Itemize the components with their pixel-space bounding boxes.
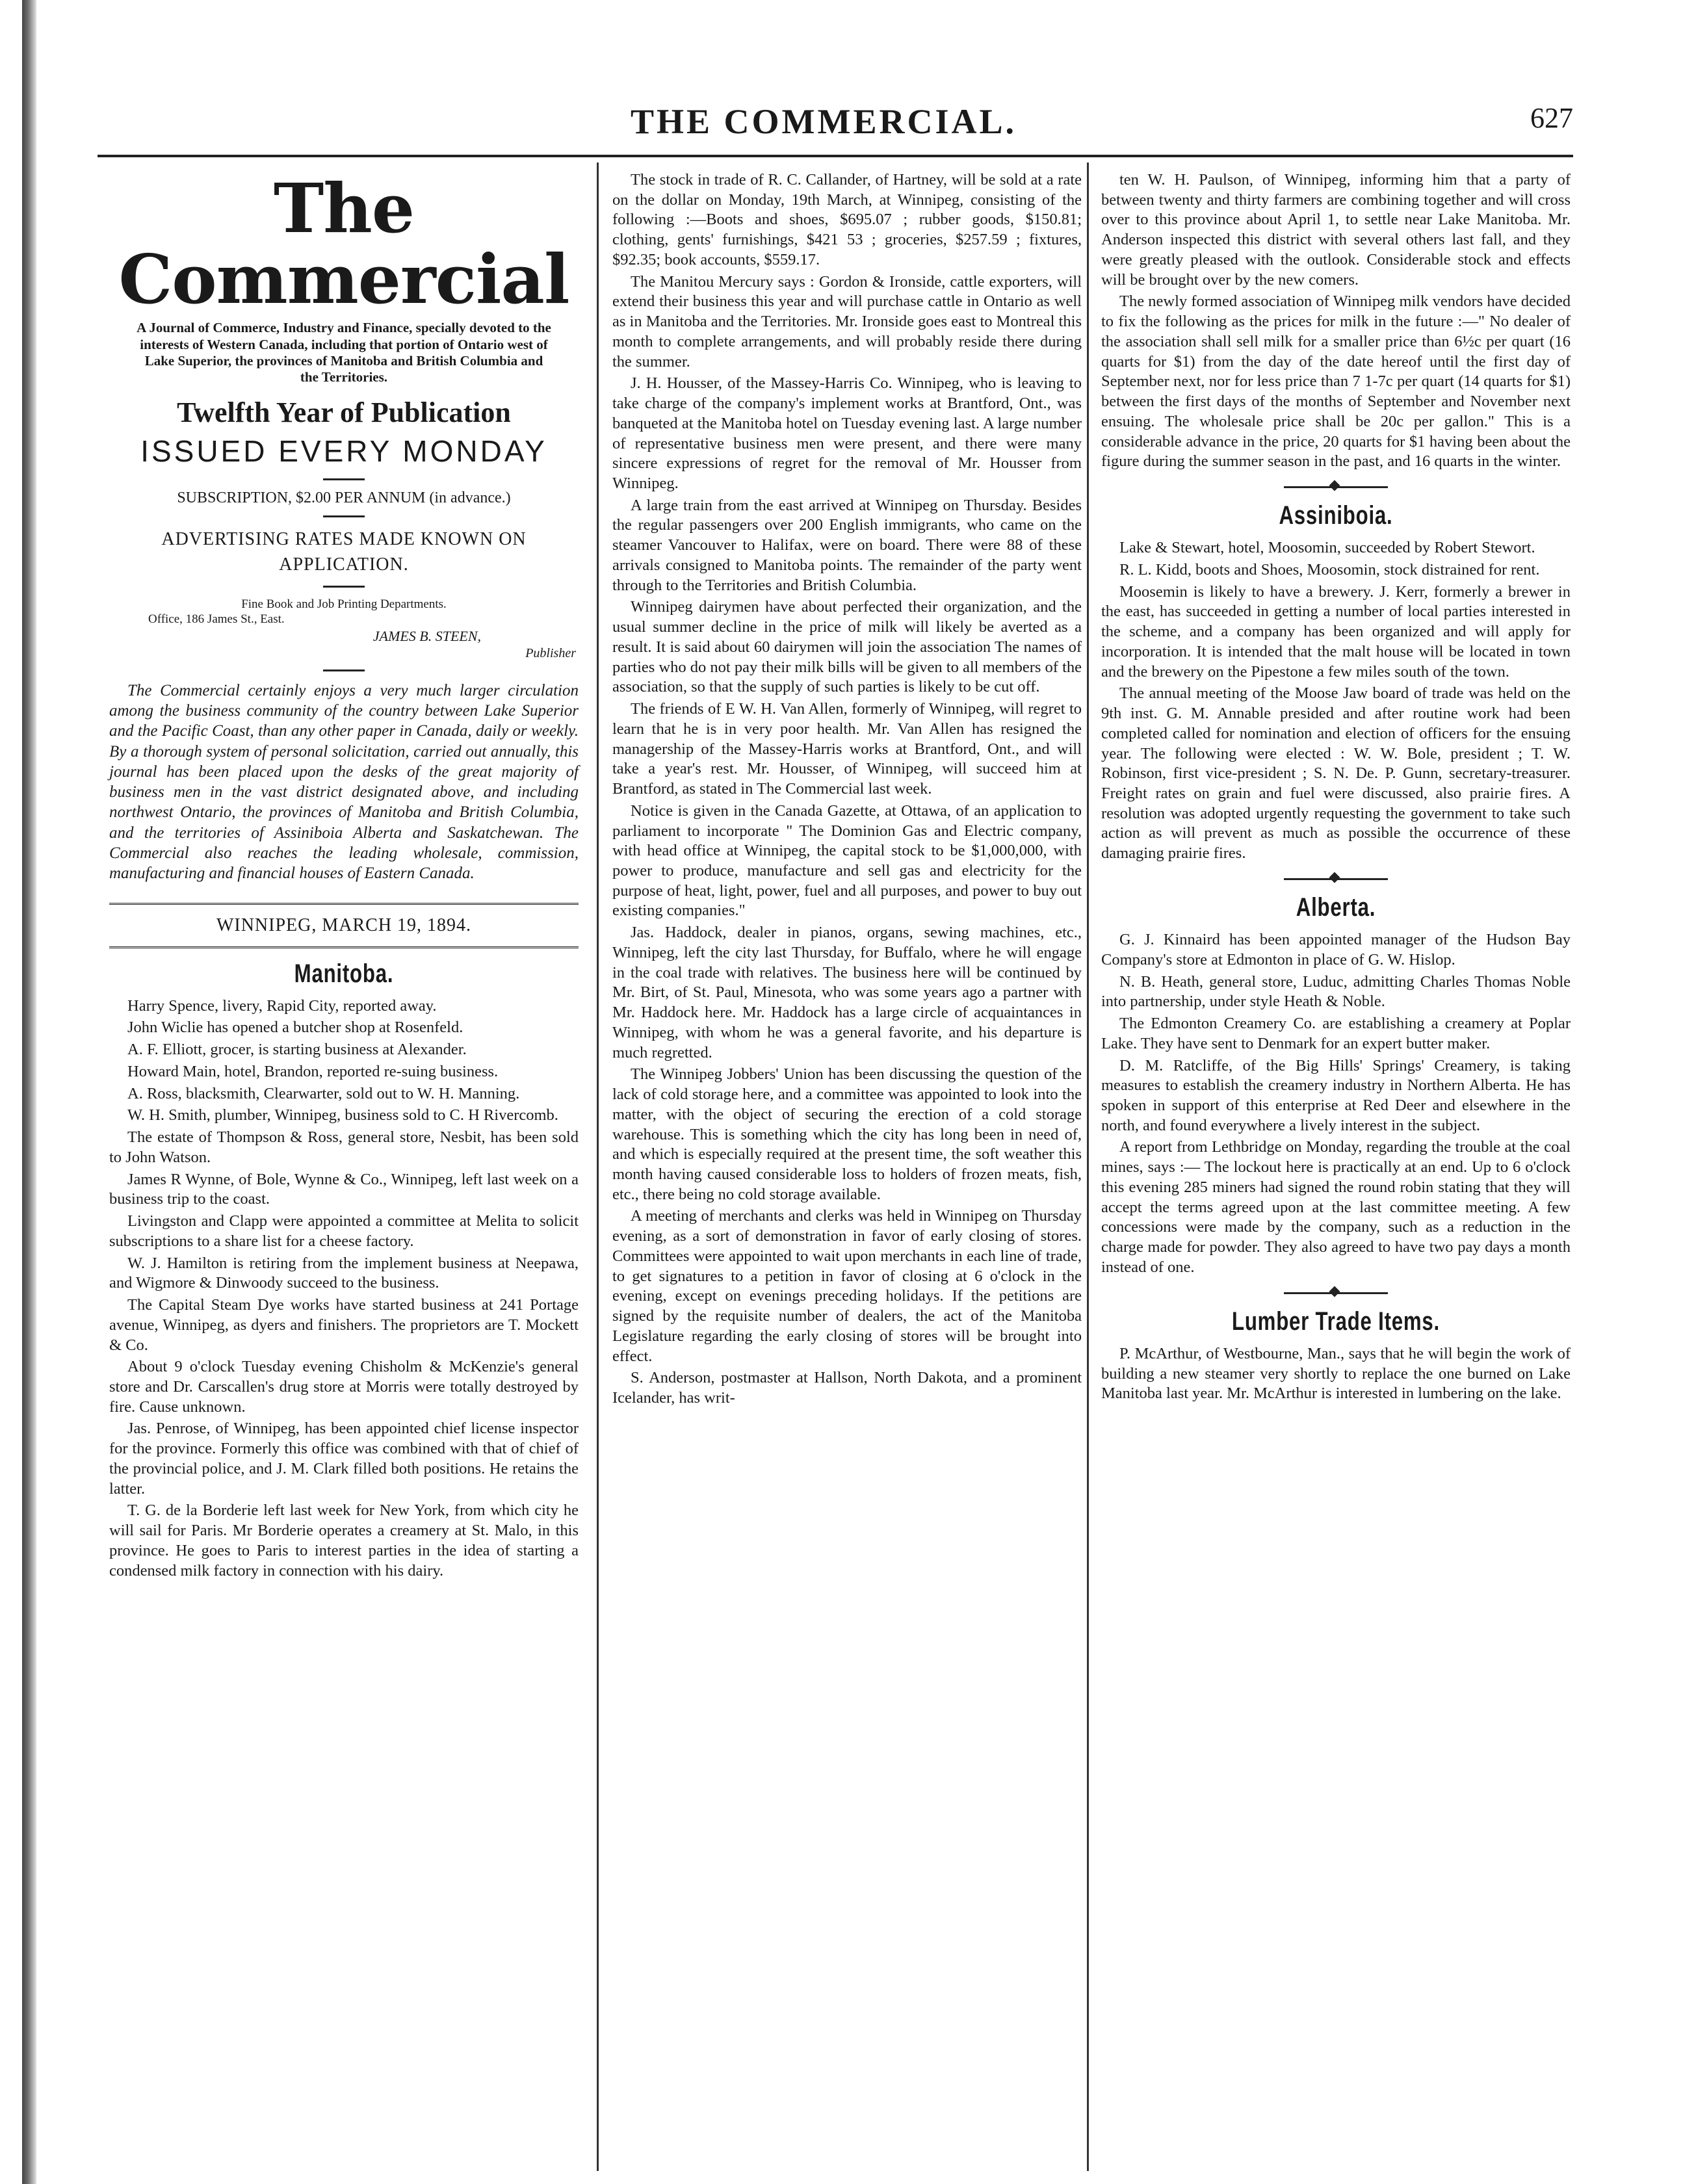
news-item: About 9 o'clock Tuesday evening Chisholm & McKenzie's general store and Dr. Carscallen's drug store at Morris were totally destroyed by fire. Cause unknown. [109, 1358, 579, 1416]
news-item: T. G. de la Borderie left last week for New York, from which city he will sail for Paris. Mr Borderie operates a creamery at St. Malo, in this province. He goes to Paris to interest parties in the idea of starting a condensed milk factory in connection with his dairy. [109, 1502, 579, 1580]
news-item: James R Wynne, of Bole, Wynne & Co., Winnipeg, left last week on a business trip to the coast. [109, 1170, 579, 1208]
news-item: Winnipeg dairymen have about perfected their organization, and the usual summer decline in the price of milk will likely be averted as a result. It is said about 60 dairymen will join the association The names of parties who do not pay their milk bills will be given to all members of the association, so that the supply of such parties is likely to be cut off. [612, 598, 1082, 696]
publisher-name: JAMES B. STEEN, [372, 628, 481, 645]
news-item: The friends of E W. H. Van Allen, formerly of Winnipeg, will regret to learn that he is in very poor health. Mr. Van Allen has resigned the managership of the Massey-Harris works at Brantford, Ont., and will take a year's rest. Mr. Housser, of Winnipeg, will succeed him at Brantford, as stated in The Commercial last week. [612, 700, 1082, 798]
news-item: The annual meeting of the Moose Jaw board of trade was held on the 9th inst. G. M. Annable presided and after routine work had been completed called for nomination and election of officers for the ensuing year. The following were elected : W. W. Bole, president ; T. W. Robinson, first vice-president ; S. N. De. P. Gunn, secretary-treasurer. Freight rates on grain and fuel were discussed, also prairie fires. A resolution was adopted urgently requesting the government to take such action as will prevent as much as possible the occurrence of these damaging prairie fires. [1101, 684, 1571, 863]
column-3 [1101, 170, 1571, 1406]
page-number: 627 [1530, 102, 1573, 134]
news-item: W. J. Hamilton is retiring from the implement business at Neepawa, and Wigmore & Dinwoody succeed to the business. [109, 1254, 579, 1292]
masthead-description: A Journal of Commerce, Industry and Finance, specially devoted to the interests of Western Canada, including that portion of Ontario west of Lake Superior, the provinces of Manitoba and British Columbia and the Territories. [137, 320, 551, 385]
publisher-role: Publisher [525, 645, 576, 660]
news-item: Livingston and Clapp were appointed a committee at Melita to solicit subscriptions to a share list for a cheese factory. [109, 1212, 579, 1250]
news-item: Notice is given in the Canada Gazette, at Ottawa, of an application to parliament to incorporate " The Dominion Gas and Electric company, with head office at Winnipeg, the capital stock to be $1,000,000, with power to produce, manufacture and sell gas and electricity for the purpose of heat, light, power, fuel and all purposes, and power to buy out existing companies." [612, 801, 1082, 920]
news-item: R. L. Kidd, boots and Shoes, Moosomin, stock distrained for rent. [1119, 560, 1540, 578]
news-item: P. McArthur, of Westbourne, Man., says that he will begin the work of building a new steamer very shortly to replace the one burned on Lake Manitoba last year. Mr. McArthur is interested in lumbering on the lake. [1101, 1344, 1571, 1403]
news-item: Howard Main, hotel, Brandon, reported re-suing business. [127, 1062, 499, 1080]
assiniboia-items [1101, 538, 1571, 864]
masthead-year: Twelfth Year of Publication [177, 396, 511, 429]
news-item: N. B. Heath, general store, Luduc, admitting Charles Thomas Noble into partnership, under style Heath & Noble. [1101, 972, 1571, 1011]
news-item: Jas. Penrose, of Winnipeg, has been appointed chief license inspector for the province. Formerly this office was combined with that of chief of the provincial police, and J. M. Clark filled both positions. He retains the latter. [109, 1420, 579, 1498]
divider [323, 670, 365, 671]
news-item: A large train from the east arrived at Winnipeg on Thursday. Besides the regular passengers over 200 English immigrants, who came on the steamer Vancouver to Halifax, were on board. There were 88 of these arrivals consigned to Manitoba points. The remainder of the party went through to the Territories and British Columbia. [612, 496, 1082, 594]
news-item: S. Anderson, postmaster at Hallson, North Dakota, and a prominent Icelander, has writ- [612, 1369, 1082, 1407]
news-item: J. H. Housser, of the Massey-Harris Co. Winnipeg, who is leaving to take charge of the company's implement works at Brantford, Ont., was banqueted at the Manitoba hotel on Tuesday evening last. A large number of representative business men were present, and there were many sincere expressions of regret for the removal of Mr. Housser from Winnipeg. [612, 374, 1082, 493]
header-rule [98, 155, 1573, 157]
alberta-items [1101, 930, 1571, 1277]
news-item: A meeting of merchants and clerks was held in Winnipeg on Thursday evening, as a sort of demonstration in favor of early closing of stores. Committees were appointed to wait upon merchants in each line of trade, to get signatures to a petition in favor of closing at 6 o'clock in the evening, except on evenings preceding holidays. If the petitions are signed by the requisite number of dealers, the act of the Manitoba Legislature regarding the early closing of stores will be brought into effect. [612, 1207, 1082, 1365]
section-heading-manitoba: Manitoba. [294, 959, 394, 988]
column-1 [109, 170, 579, 1583]
masthead [109, 168, 579, 671]
masthead-issued: ISSUED EVERY MONDAY [140, 434, 547, 469]
news-item: ten W. H. Paulson, of Winnipeg, informing him that a party of between twenty and thirty farmers are combining together and will cross over to this province about April 1, to settle near Lake Manitoba. Mr. Anderson inspected this district with several others last fall, and they were greatly pleased with the outlook. Considerable stock and effects will be brought over by the new comers. [1101, 171, 1571, 289]
printing-departments: Fine Book and Job Printing Departments. [241, 597, 447, 611]
section-ornament [1284, 1287, 1388, 1299]
news-item: The Manitou Mercury says : Gordon & Ironside, cattle exporters, will extend their business this year and will purchase cattle in Ontario as well as in Manitoba and the Territories. Mr. Ironside goes east to Montreal this month to complete arrangements, and will probably reside there during the summer. [612, 272, 1082, 370]
column-rule [1087, 162, 1089, 2171]
column-3-continued-items [1101, 170, 1571, 472]
news-item: G. J. Kinnaird has been appointed manager of the Hudson Bay Company's store at Edmonton in place of G. W. Hislop. [1101, 931, 1571, 968]
advertising-line: ADVERTISING RATES MADE KNOWN ON APPLICATION. [161, 529, 527, 575]
divider [323, 586, 365, 588]
news-item: A. Ross, blacksmith, Clearwarter, sold out to W. H. Manning. [127, 1084, 520, 1102]
news-item: John Wiclie has opened a butcher shop at Rosenfeld. [127, 1019, 463, 1037]
divider [323, 515, 365, 517]
page-binding-edge [22, 0, 36, 2184]
section-ornament [1284, 873, 1388, 885]
section-heading-lumber: Lumber Trade Items. [1232, 1306, 1440, 1336]
news-item: W. H. Smith, plumber, Winnipeg, business sold to C. H Rivercomb. [127, 1106, 558, 1124]
news-item: Moosemin is likely to have a brewery. J. Kerr, formerly a brewer in the east, has succeeded in getting a number of local parties interested in the scheme, and a company has been organized and will apply for incorporation. It is intended that the malt house will be located in town and the brewery on the Pipestone a few miles south of the town. [1101, 582, 1571, 681]
subscription-line: SUBSCRIPTION, $2.00 PER ANNUM (in advance.) [177, 489, 511, 507]
column-rule [597, 162, 599, 2171]
news-item: A. F. Elliott, grocer, is starting business at Alexander. [127, 1041, 467, 1059]
running-header [98, 98, 1573, 143]
divider [323, 478, 365, 480]
news-item: The Winnipeg Jobbers' Union has been discussing the question of the lack of cold storage here, and a committee was appointed to look into the matter, with the object of securing the erection of a cold storage warehouse. This is something which the city has long been in need of, and which is especially required at the present time, the soft weather this month having caused considerable loss to holders of frozen meats, fish, etc., there being no cold storage available. [612, 1065, 1082, 1203]
column-2 [612, 170, 1082, 1410]
manitoba-items [109, 996, 579, 1581]
masthead-name: The Commercial [118, 168, 569, 320]
office-address: Office, 186 James St., East. [148, 612, 285, 627]
news-item: Lake & Stewart, hotel, Moosomin, succeeded by Robert Stewort. [1119, 539, 1535, 557]
news-item: A report from Lethbridge on Monday, regarding the trouble at the coal mines, says :— The lockout here is practically at an end. Up to 6 o'clock this evening 285 miners had signed the round robin stating that they will accept the terms agreed upon at the last committee meeting. A few concessions were made by the company, such as a reduction in the charge made for powder. They also agreed to have two pay days a month instead of one. [1101, 1138, 1571, 1276]
news-item: The stock in trade of R. C. Callander, of Hartney, will be sold at a rate on the dollar on Monday, 19th March, at Winnipeg, consisting of the following :—Boots and shoes, $695.07 ; rubber goods, $150.81; clothing, gents' furnishings, $421 53 ; groceries, $257.59 ; fixtures, $92.35; book accounts, $559.17. [612, 171, 1082, 268]
section-heading-alberta: Alberta. [1296, 892, 1376, 922]
dateline: WINNIPEG, MARCH 19, 1894. [109, 903, 579, 948]
news-item: The estate of Thompson & Ross, general store, Nesbit, has been sold to John Watson. [109, 1128, 579, 1166]
news-item: D. M. Ratcliffe, of the Big Hills' Springs' Creamery, is taking measures to establish the creamery industry in Northern Alberta. He has spoken in support of this enterprise at Red Deer and elsewhere in the north, and found everywhere a lively interest in the subject. [1101, 1056, 1571, 1134]
news-item: The Edmonton Creamery Co. are establishing a creamery at Poplar Lake. They have sent to Denmark for an expert butter maker. [1101, 1015, 1571, 1052]
section-ornament [1284, 481, 1388, 493]
circulation-text: The Commercial certainly enjoys a very much larger circulation among the business community of the country between Lake Superior and the Pacific Coast, than any other paper in Canada, daily or weekly. By a thorough system of personal solicitation, carried out annually, this journal has been placed upon the desks of the great majority of business men in the vast district designated above, and including northwest Ontario, the provinces of Manitoba and British Columbia, and the territories of Assiniboia Alberta and Saskatchewan. The Commercial also reaches the leading wholesale, commission, manufacturing and financial houses of Eastern Canada. [109, 681, 579, 883]
section-heading-assiniboia: Assiniboia. [1279, 501, 1393, 530]
news-item: Jas. Haddock, dealer in pianos, organs, sewing machines, etc., Winnipeg, left the city last Thursday, for Buffalo, where he will engage in the coal trade with relatives. The business here will be continued by Mr. Birt, of St. Paul, Minesota, who was some years ago a partner with Mr. Haddock here. Mr. Haddock has a large circle of acquaintances in Winnipeg, with whom he was a general favorite, and his departure is much regretted. [612, 924, 1082, 1061]
news-item: The newly formed association of Winnipeg milk vendors have decided to fix the following as the prices for milk in the future :—" No dealer of the association shall sell milk for a smaller price than 6½c per quart (16 quarts for $1) from the day of the date hereof until the first day of September next, nor for less price than 7 1-7c per quart (14 quarts for $1) between the first days of the months of September and November next ensuing. The wholesale price shall be 20c per gallon." This is a considerable advance in the price, 20 quarts for $1 having been about the figure during the summer season in the past, and 16 quarts in the winter. [1101, 292, 1571, 471]
column-2-items [612, 170, 1082, 1409]
news-item: Harry Spence, livery, Rapid City, reported away. [127, 996, 437, 1015]
lumber-items [1101, 1344, 1571, 1404]
running-title: THE COMMERCIAL. [631, 102, 1017, 141]
circulation-notice [109, 681, 579, 884]
news-item: The Capital Steam Dye works have started business at 241 Portage avenue, Winnipeg, as dyers and finishers. The proprietors are T. Mockett & Co. [109, 1296, 579, 1354]
